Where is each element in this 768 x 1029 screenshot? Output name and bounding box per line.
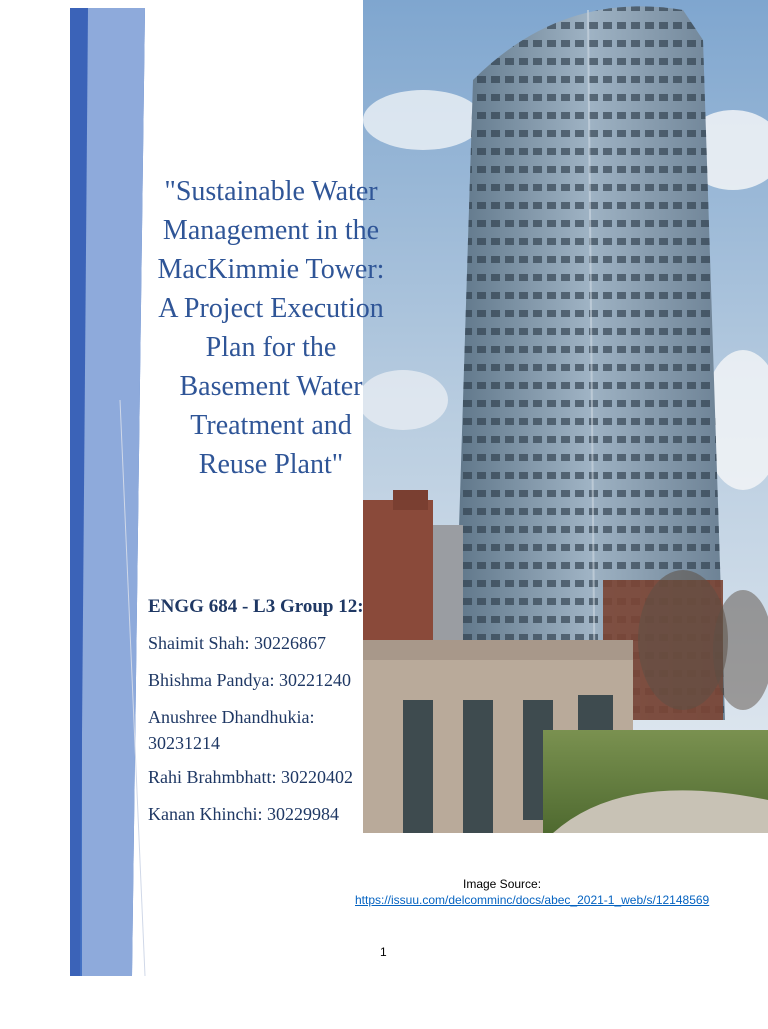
document-title — [140, 172, 402, 484]
title-line: MacKimmie Tower: — [157, 254, 385, 285]
title-line: Reuse Plant" — [198, 449, 344, 480]
stripe-light — [82, 8, 145, 976]
title-line: Basement Water — [179, 371, 363, 402]
member-line: Bhishma Pandya: 30221240 — [148, 670, 351, 690]
tower-photo — [363, 0, 768, 833]
page-number: 1 — [380, 945, 387, 959]
image-source-link[interactable]: https://issuu.com/delcomminc/docs/abec_2021-1_web/s/12148569 — [355, 893, 710, 907]
decorative-stripes — [0, 0, 160, 1024]
title-line: Management in the — [162, 215, 380, 246]
member-line: Rahi Brahmbhatt: 30220402 — [148, 767, 353, 787]
title-line: A Project Execution — [158, 293, 384, 324]
member-line: Shaimit Shah: 30226867 — [148, 633, 327, 653]
image-source-label: Image Source: — [463, 877, 542, 891]
member-line: Kanan Khinchi: 30229984 — [148, 804, 339, 824]
title-line: "Sustainable Water — [164, 176, 378, 207]
title-line: Plan for the — [205, 332, 337, 363]
title-line: Treatment and — [190, 410, 352, 441]
group-heading: ENGG 684 - L3 Group 12: — [148, 596, 364, 617]
member-line: 30231214 — [148, 733, 220, 753]
member-line: Anushree Dhandhukia: — [148, 707, 315, 727]
